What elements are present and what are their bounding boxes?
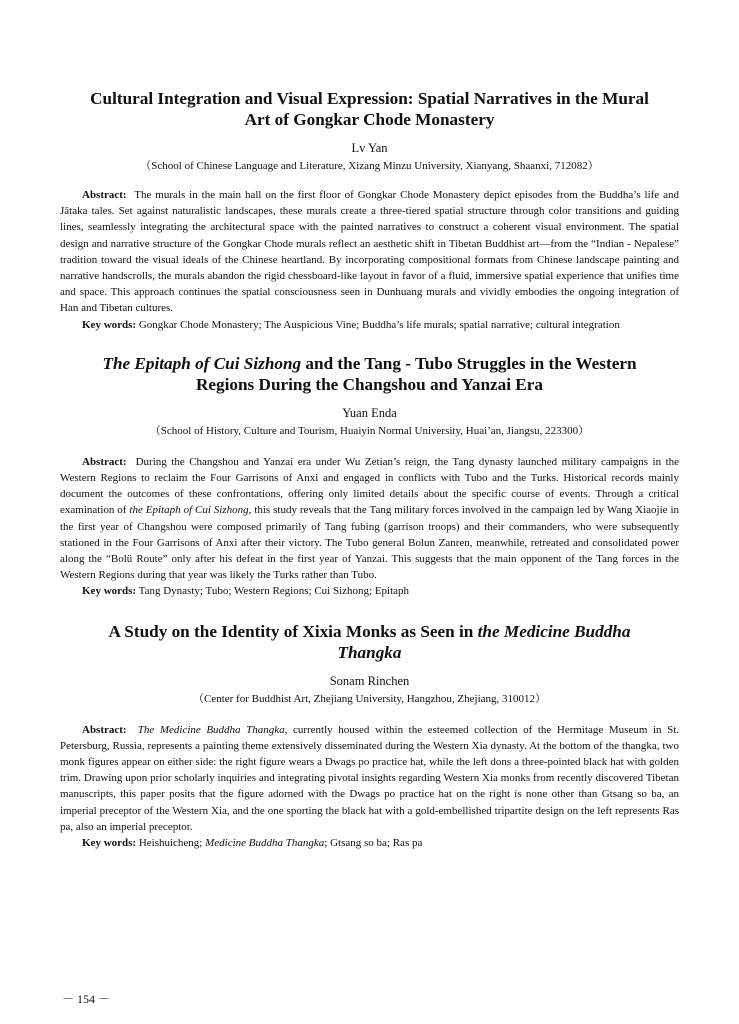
article-2-abstract-part2: , this study reveals that the Tang military forces involved in the campaign led by Wang Xiaojie in the first year of Changshou were composed primarily of Tang fubing (garrison troops) and their commanders, who were subsequently stationed in the Four Garrisons of Anxi after their victory. The Tubo general Bolun Zanren, meanwhile, retreated and consolidated power along the “Bolü Route” only after his defeat in the first year of Yanzai. This suggests that the main opponent of the Tang forces in the Western Regions during that year was likely the Turks rather than Tubo.: [60, 504, 679, 582]
article-2-abstract-part1: During the Changshou and Yanzai era under Wu Zetian’s reign, the Tang dynasty launched military campaigns in the Western Regions to reclaim the Four Garrisons of Anxi and engaged in conflicts with Tubo and the Turks. Historical records mainly document the outcomes of these confrontations, offering only limited details about the specific course of events. Through a critical examination of: [60, 455, 680, 517]
article-2-keywords-text: Tang Dynasty; Tubo; Western Regions; Cui Sizhong; Epitaph: [138, 585, 410, 598]
article-1-keywords-text: Gongkar Chode Monastery; The Auspicious Vine; Buddha’s life murals; spatial narrative; cultural integration: [138, 318, 620, 331]
keywords-label: Key words:: [82, 318, 137, 331]
article-2-title: [60, 353, 679, 395]
article-1-title-line1: Cultural Integration and Visual Expression: Spatial Narratives in the Mural: [90, 89, 649, 108]
article-3-abstract-text: , currently housed within the esteemed collection of the Hermitage Museum in St. Petersburg, Russia, represents a painting theme extensively disseminated during the Western Xia dynasty. At the bottom of the thangka, two monk figures appear on either side: the right figure wears a Dwags po practice hat, while the left dons a three-pointed black hat with golden trim. Drawing upon prior scholarly inquiries and integrating pivotal insights regarding Western Xia monks from recently discovered Tibetan manuscripts, this paper posits that the figure adorned with the Dwags po practice hat on the right is none other than Gtsang so ba, an imperial preceptor of the Western Xia, and the one sporting the black hat with a gold-embellished tripartite design on the left represents Ras pa, also an imperial preceptor.: [60, 723, 679, 833]
article-3-keywords-italic: Medicine Buddha Thangka: [205, 837, 325, 850]
article-2-affiliation: （School of History, Culture and Tourism, Huaiyin Normal University, Huai’an, Jiangsu, 223300）: [149, 424, 590, 437]
article-3-keywords: [60, 835, 679, 851]
article-3-keywords-part1: Heishuicheng;: [138, 837, 206, 850]
article-2-title-italic: The Epitaph of Cui Sizhong: [102, 353, 302, 373]
article-2-author: Yuan Enda: [342, 405, 397, 420]
article-1-affiliation: （School of Chinese Language and Literature, Xizang Minzu University, Xianyang, Shaanxi, 712082）: [140, 160, 599, 172]
article-1-author: Lv Yan: [351, 141, 388, 155]
article-3-abstract-italic: The Medicine Buddha Thangka: [137, 723, 285, 736]
article-2: [60, 353, 679, 600]
journal-page: [60, 88, 679, 851]
abstract-label: Abstract:: [82, 723, 127, 736]
article-2-abstract: [60, 454, 679, 584]
article-1-title-line2: Art of Gongkar Chode Monastery: [244, 110, 495, 129]
article-1: [60, 88, 679, 333]
article-3-title-italic: the Medicine Buddha: [477, 621, 631, 641]
article-3-author: Sonam Rinchen: [329, 673, 410, 688]
article-1-title: [60, 88, 679, 130]
keywords-label: Key words:: [82, 585, 137, 598]
page-number: － 154 －: [62, 992, 111, 1006]
article-3-abstract: [60, 722, 679, 835]
article-2-abstract-italic: the Epitaph of Cui Sizhong: [129, 504, 249, 517]
article-3-keywords-part2: ; Gtsang so ba; Ras pa: [324, 837, 423, 850]
article-3-affiliation: （Center for Buddhist Art, Zhejiang University, Hangzhou, Zhejiang, 310012）: [192, 692, 547, 705]
article-1-abstract-text: The murals in the main hall on the first floor of Gongkar Chode Monastery depict episodes from the Buddha’s life and Jātaka tales. Set against naturalistic landscapes, these murals create a three-tiered spatial structure through color transitions and guiding lines, seamlessly integrating the architectural space with the painted narratives to construct a coherent visual environment. The spatial design and narrative structure of the Gongkar Chode murals reflect an aesthetic shift in Tibetan Buddhist art—from the “Indian - Nepalese” tradition toward the visual ideals of the Chinese heartland. By incorporating compositional formats from Chinese landscape painting and narrative handscrolls, the murals abandon the rigid chessboard-like layout in favor of a fluid, immersive spatial experience that unifies time and space. This approach continues the spatial consciousness seen in Dunhuang murals and vividly embodies the ongoing integration of Han and Tibetan cultures.: [60, 189, 679, 315]
keywords-label: Key words:: [82, 837, 137, 850]
abstract-label: Abstract:: [82, 455, 127, 468]
article-2-title-line1-rest: and the Tang - Tubo Struggles in the Western: [301, 353, 637, 373]
article-3-title-line1-start: A Study on the Identity of Xixia Monks as Seen in: [108, 621, 478, 641]
abstract-label: Abstract:: [82, 189, 127, 201]
article-1-keywords: [60, 317, 679, 333]
article-2-keywords: [60, 583, 679, 599]
article-1-abstract: [60, 187, 679, 317]
article-3-title-line2: Thangka: [337, 642, 402, 662]
article-2-title-line2: Regions During the Changshou and Yanzai Era: [195, 374, 543, 394]
article-3-title: [60, 621, 679, 663]
article-3: [60, 621, 679, 852]
